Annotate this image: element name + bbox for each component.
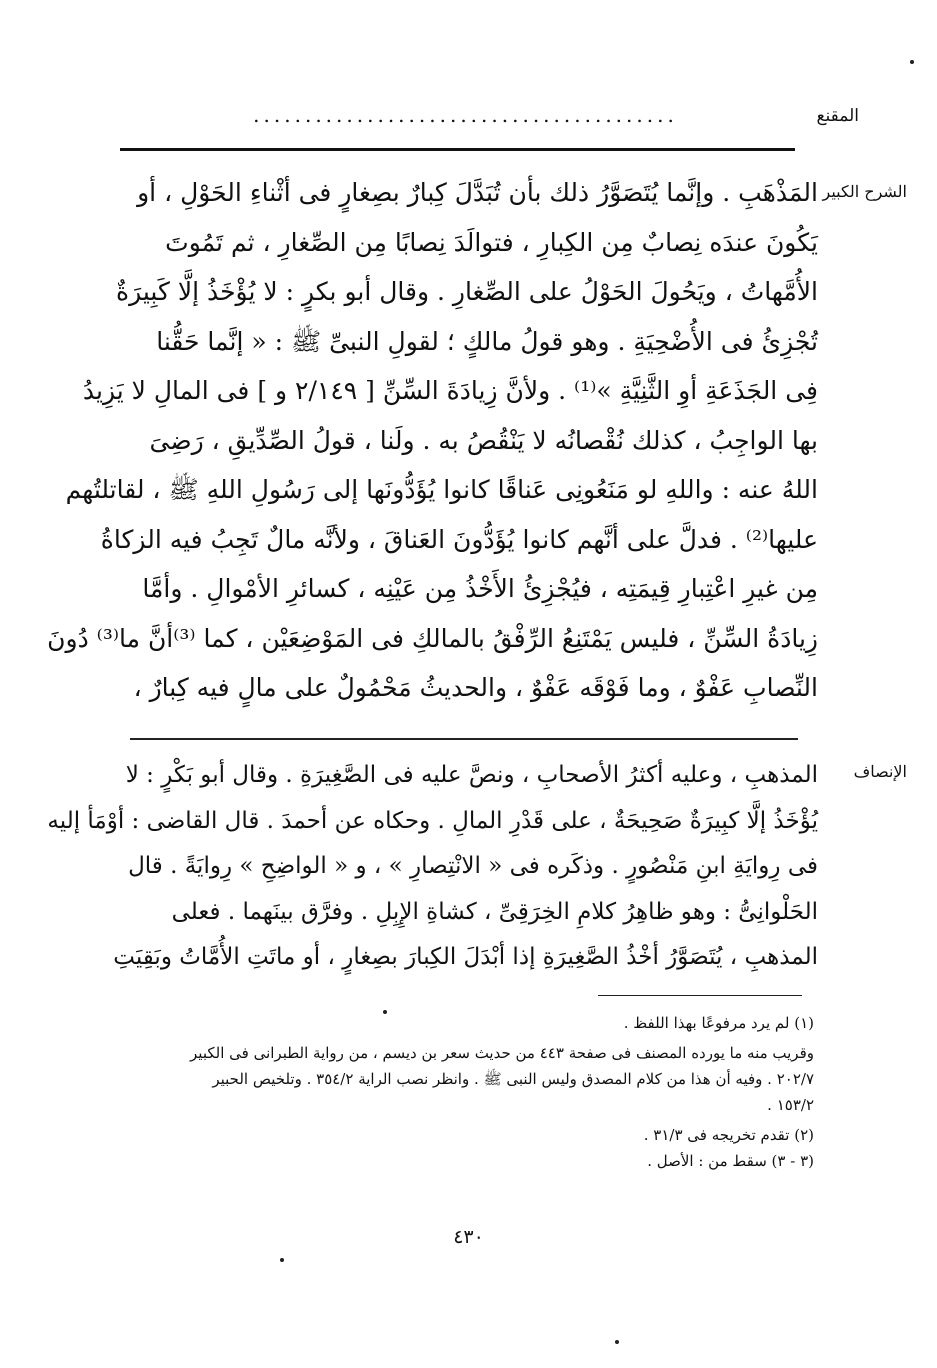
section-label-insaf: الإنصاف	[853, 762, 907, 781]
sharh-text-block	[47, 168, 818, 713]
text-line: مِن غيرِ اعْتِبارِ قِيمَتِه ، فيُجْزِئُ الأَخْذُ مِن عَيْنِه ، كسائرِ الأمْوالِ . وأمَّا	[142, 574, 818, 603]
section-label-sharh: الشرح الكبير	[822, 182, 907, 201]
footnote-2: (٢) تقدم تخريجه فى ٣١/٣ .	[643, 1126, 814, 1144]
scan-speck	[383, 1010, 387, 1014]
section-divider-rule	[130, 738, 798, 740]
text-line: زِيادَةُ السِّنِّ ، فليس يَمْتَنِعُ الرِّفْقُ بالمالكِ فى المَوْضِعَيْن ، كما ⁽³⁾أنَّ ما⁽³⁾ دُونَ	[47, 623, 818, 653]
footnote-rule	[598, 995, 802, 996]
text-line: النِّصابِ عَفْوٌ ، وما فَوْقَه عَفْوٌ ، والحديثُ مَحْمُولٌ على مالٍ فيه كِبارٌ ،	[133, 673, 818, 702]
scan-speck	[615, 1340, 619, 1344]
text-line: المَذْهَبِ . وإنَّما يُتَصَوَّرُ ذلك بأن تُبَدَّلَ كِبارٌ بصِغارٍ فى أثْناءِ الحَوْلِ ، أو	[137, 178, 818, 207]
text-line: تُجْزِئُ فى الأُضْحِيَةِ . وهو قولُ مالكٍ ؛ لقولِ النبىِّ ﷺ : « إنَّما حَقُّنا	[156, 326, 818, 356]
footnote-1-cont: وقريب منه ما يورده المصنف فى صفحة ٤٤٣ من حديث سعر بن ديسم ، من رواية الطبرانى فى الكبير	[190, 1044, 814, 1062]
text-line: اللهُ عنه : واللهِ لو مَنَعُونِى عَناقًا كانوا يُؤَدُّونَها إلى رَسُولِ اللهِ ﷺ ، لقاتلتُهم	[65, 475, 818, 504]
scan-speck	[910, 60, 914, 64]
text-line: فِى الجَذَعَةِ أوِ الثَّنِيَّةِ »⁽¹⁾ . ولأنَّ زِيادَةَ السِّنِّ [ ٢/١٤٩ و ] فى المالِ لا يَزِيدُ	[82, 376, 818, 405]
text-line: الحَلْوانِىُّ : وهو ظاهِرُ كلامِ الخِرَقِىِّ ، كشاةِ الإِبِلِ . وفرَّق بينَهما . فعلى	[171, 898, 818, 925]
footnote-1-cont: ١٥٣/٢ .	[767, 1096, 814, 1114]
footnote-1: (١) لم يرد مرفوعًا بهذا اللفظ .	[623, 1014, 814, 1032]
text-line: الأُمَّهاتُ ، ويَحُولَ الحَوْلُ على الصِّغارِ . وقال أبو بكرٍ : لا يُؤْخَذُ إلَّا كَبِيرَةٌ	[116, 277, 818, 306]
text-line: المذهبِ ، وعليه أكثرُ الأصحابِ ، ونصَّ عليه فى الصَّغِيرَةِ . وقال أبو بَكْرٍ : لا	[125, 762, 818, 788]
footnote-3: (٣ - ٣) سقط من : الأصل .	[647, 1152, 814, 1170]
insaf-text-block	[47, 753, 818, 981]
page-number: ٤٣٠	[453, 1226, 484, 1248]
footnotes	[118, 1010, 814, 1174]
text-line: المذهبِ ، يُتَصَوَّرُ أخْذُ الصَّغِيرَةِ إذا أبْدَلَ الكِبارَ بصِغارٍ ، أو ماتَتِ الأُمَّاتُ وبَقِيَتِ	[113, 944, 818, 970]
header-rule	[120, 148, 795, 151]
scan-speck	[280, 1258, 284, 1262]
text-line: بها الواجِبُ ، كذلك نُقْصانُه لا يَنْقُصُ به . ولَنا ، قولُ الصِّدِّيقِ ، رَضِىَ	[149, 425, 818, 455]
text-line: يَكُونَ عندَه نِصابٌ مِن الكِبارِ ، فتوالَدَ نِصابًا مِن الصِّغارِ ، ثم تَمُوتَ	[165, 227, 818, 257]
footnote-1-cont: ٢٠٢/٧ . وفيه أن هذا من كلام المصدق وليس النبى ﷺ . وانظر نصب الراية ٣٥٤/٢ . وتلخيص الحبير	[212, 1070, 814, 1088]
running-header-title: المقنع	[816, 106, 859, 126]
text-line: فى رِوايَةِ ابنِ مَنْصُورٍ . وذكَره فى « الانْتِصارِ » ، و « الواضِحِ » رِوايَةً . قال	[128, 853, 818, 879]
header-dotted-leader: .........................................	[253, 103, 678, 127]
text-line: عليها⁽²⁾ . فدلَّ على أنَّهم كانوا يُؤَدُّونَ العَناقَ ، ولأنَّه مالٌ تَجِبُ فيه الزكاةُ	[100, 524, 818, 554]
text-line: يُؤْخَذُ إلَّا كبِيرَةٌ صَحِيحَةٌ ، على قَدْرِ المالِ . وحكاه عن أحمدَ . قال القاضى : أوْمَأ إليه	[47, 807, 818, 834]
